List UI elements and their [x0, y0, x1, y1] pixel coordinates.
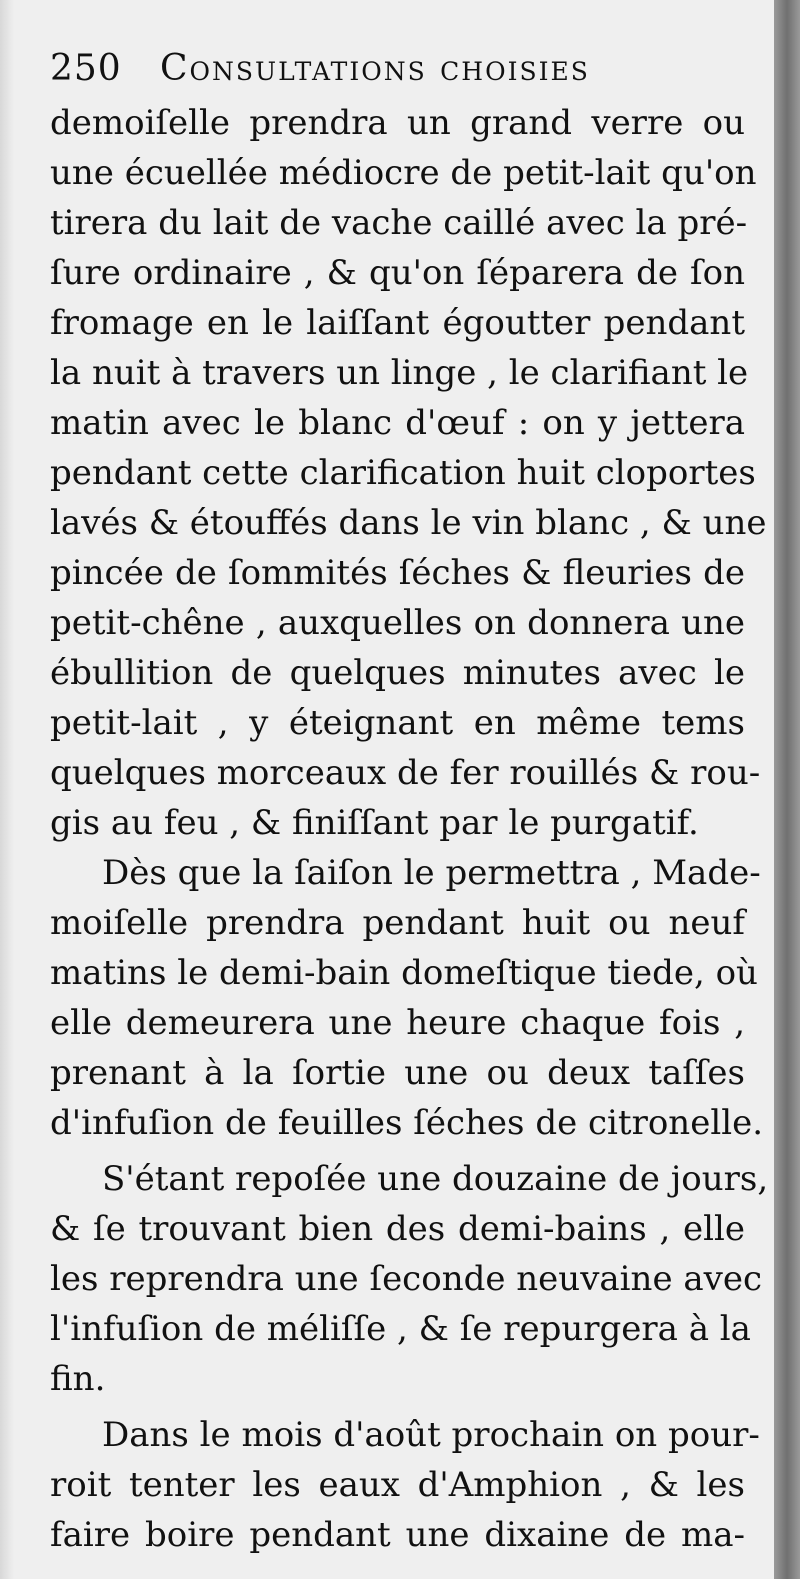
text-line: une écuellée médiocre de petit-lait qu'on [50, 153, 757, 193]
text-line: prenant à la ſortie une ou deux taſſes [50, 1053, 745, 1093]
text-line: d'infuſion de feuilles ſéches de citronelle. [50, 1103, 764, 1143]
text-line: roit tenter les eaux d'Amphion , & les [50, 1465, 745, 1505]
page-number: 250 [50, 48, 122, 89]
text-line: matin avec le blanc d'œuf : on y jettera [50, 403, 745, 443]
page-text [50, 40, 769, 1560]
text-line: pendant cette clarification huit cloportes [50, 453, 756, 493]
running-head [50, 40, 745, 98]
text-line: fin. [50, 1359, 106, 1399]
text-line: l'infuſion de méliſſe , & ſe repurgera à la [50, 1309, 751, 1349]
text-line: gis au feu , & finiſſant par le purgatif. [50, 803, 699, 843]
text-line: moiſelle prendra pendant huit ou neuf [50, 903, 745, 943]
paragraph-1 [50, 98, 767, 848]
page-edge-shadow [774, 0, 800, 1579]
running-head-title: Consultations choisies [160, 48, 590, 89]
text-line: Dans le mois d'août prochain on pour- [102, 1415, 760, 1455]
text-line: pincée de ſommités ſéches & fleuries de [50, 553, 745, 593]
text-line: tirera du lait de vache caillé avec la pré- [50, 203, 748, 243]
text-line: ſure ordinaire , & qu'on ſéparera de ſon [50, 253, 745, 293]
text-line: S'étant repoſée une douzaine de jours, [102, 1159, 769, 1199]
text-line: Dès que la ſaiſon le permettra , Made- [102, 853, 761, 893]
text-line: fromage en le laiſſant égoutter pendant [50, 303, 745, 343]
text-line: demoiſelle prendra un grand verre ou [50, 103, 745, 143]
text-line: la nuit à travers un linge , le clarifiant le [50, 353, 749, 393]
paragraph-3 [50, 1154, 769, 1404]
paragraph-2 [50, 848, 764, 1148]
text-line: matins le demi-bain domeſtique tiede, où [50, 953, 758, 993]
text-line: lavés & étouffés dans le vin blanc , & une [50, 503, 767, 543]
text-line: petit-lait , y éteignant en même tems [50, 703, 745, 743]
text-line: les reprendra une ſeconde neuvaine avec [50, 1259, 763, 1299]
text-line: & ſe trouvant bien des demi-bains , elle [50, 1209, 745, 1249]
text-line: ébullition de quelques minutes avec le [50, 653, 745, 693]
text-line: petit-chêne , auxquelles on donnera une [50, 603, 745, 643]
paragraph-4 [50, 1410, 760, 1560]
page-gutter-shadow [0, 0, 14, 1579]
text-line: elle demeurera une heure chaque fois , [50, 1003, 745, 1043]
text-line: quelques morceaux de fer rouillés & rou- [50, 753, 761, 793]
text-line: faire boire pendant une dixaine de ma- [50, 1515, 745, 1555]
